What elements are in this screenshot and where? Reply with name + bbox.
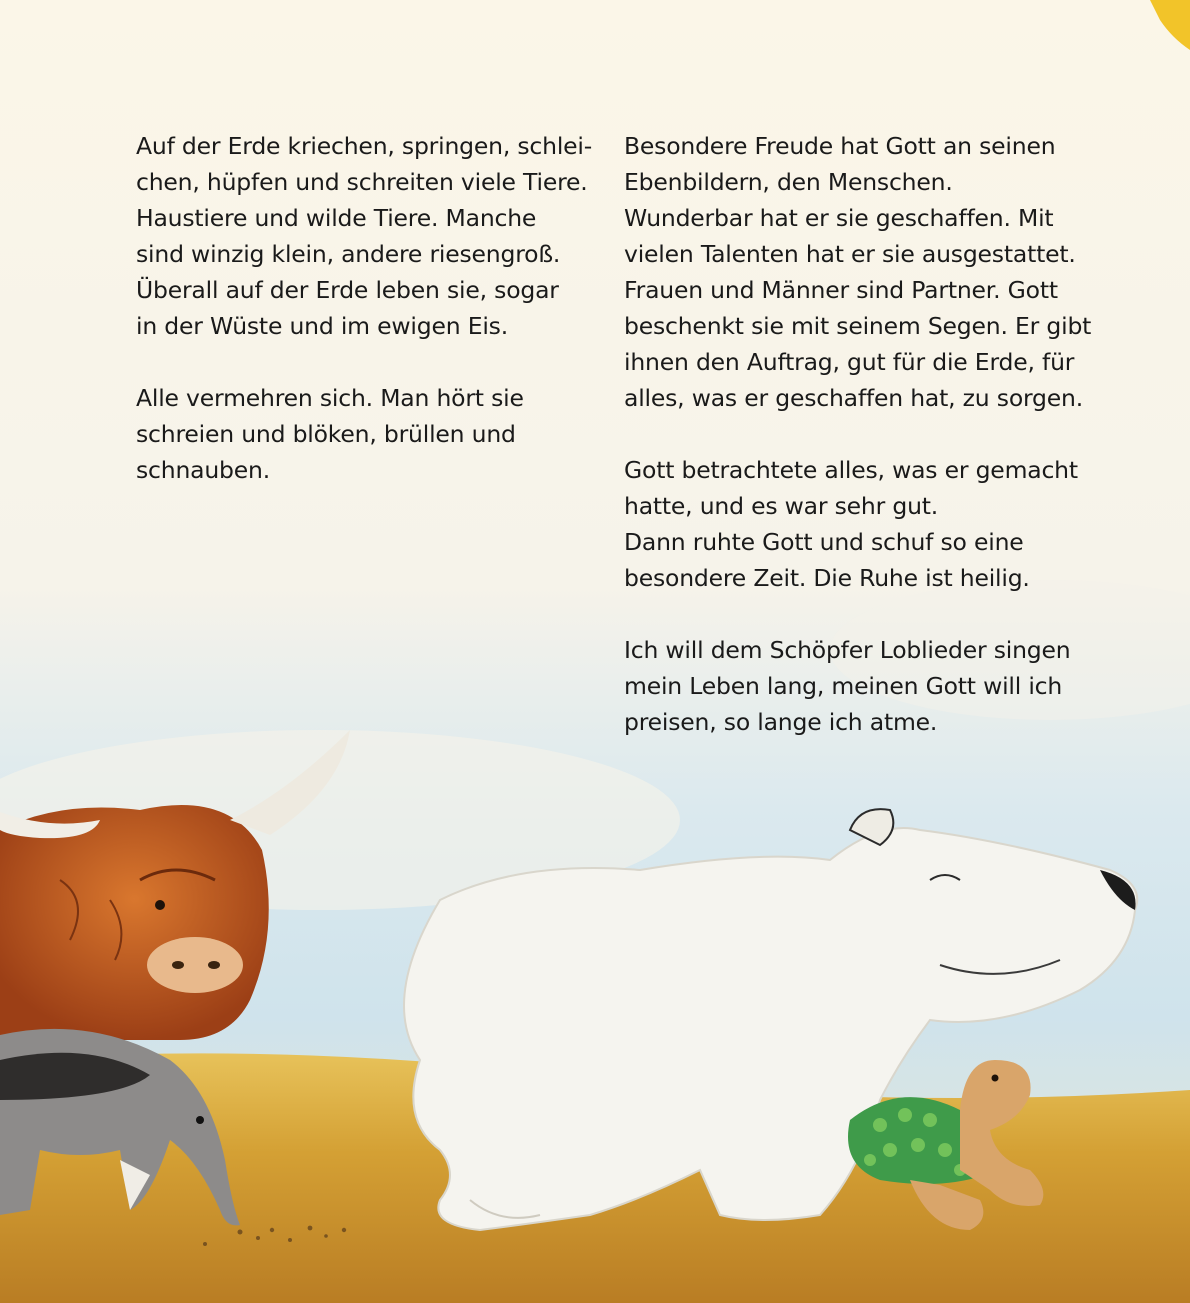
right-text-column xyxy=(624,128,1094,776)
text-line: sind winzig klein, andere riesengroß. xyxy=(136,240,561,268)
left-text-column xyxy=(136,128,596,524)
text-line: preisen, so lange ich atme. xyxy=(624,708,938,736)
text-line: Dann ruhte Gott und schuf so eine xyxy=(624,528,1024,556)
text-line: alles, was er geschaffen hat, zu sorgen. xyxy=(624,384,1083,412)
text-line: vielen Talenten hat er sie ausgestattet. xyxy=(624,240,1076,268)
text-line: schnauben. xyxy=(136,456,270,484)
text-line: Ebenbildern, den Menschen. xyxy=(624,168,953,196)
text-line: in der Wüste und im ewigen Eis. xyxy=(136,312,508,340)
text-line: chen, hüpfen und schreiten viele Tiere. xyxy=(136,168,588,196)
paragraph xyxy=(624,632,1094,740)
text-line: Auf der Erde kriechen, springen, schlei- xyxy=(136,132,593,160)
text-line: Alle vermehren sich. Man hört sie xyxy=(136,384,524,412)
text-line: besondere Zeit. Die Ruhe ist heilig. xyxy=(624,564,1030,592)
text-line: Frauen und Männer sind Partner. Gott xyxy=(624,276,1058,304)
text-line: beschenkt sie mit seinem Segen. Er gibt xyxy=(624,312,1092,340)
paragraph xyxy=(624,128,1094,416)
text-line: Wunderbar hat er sie geschaffen. Mit xyxy=(624,204,1054,232)
text-line: Überall auf der Erde leben sie, sogar xyxy=(136,276,559,304)
text-line: Besondere Freude hat Gott an seinen xyxy=(624,132,1056,160)
text-line: ihnen den Auftrag, gut für die Erde, für xyxy=(624,348,1075,376)
paragraph xyxy=(624,452,1094,596)
text-line: schreien und blöken, brüllen und xyxy=(136,420,516,448)
text-line: hatte, und es war sehr gut. xyxy=(624,492,939,520)
text-line: Gott betrachtete alles, was er gemacht xyxy=(624,456,1078,484)
paragraph xyxy=(136,128,596,344)
text-line: Haustiere und wilde Tiere. Manche xyxy=(136,204,537,232)
paragraph xyxy=(136,380,596,488)
text-line: mein Leben lang, meinen Gott will ich xyxy=(624,672,1063,700)
text-line: Ich will dem Schöpfer Loblieder singen xyxy=(624,636,1071,664)
